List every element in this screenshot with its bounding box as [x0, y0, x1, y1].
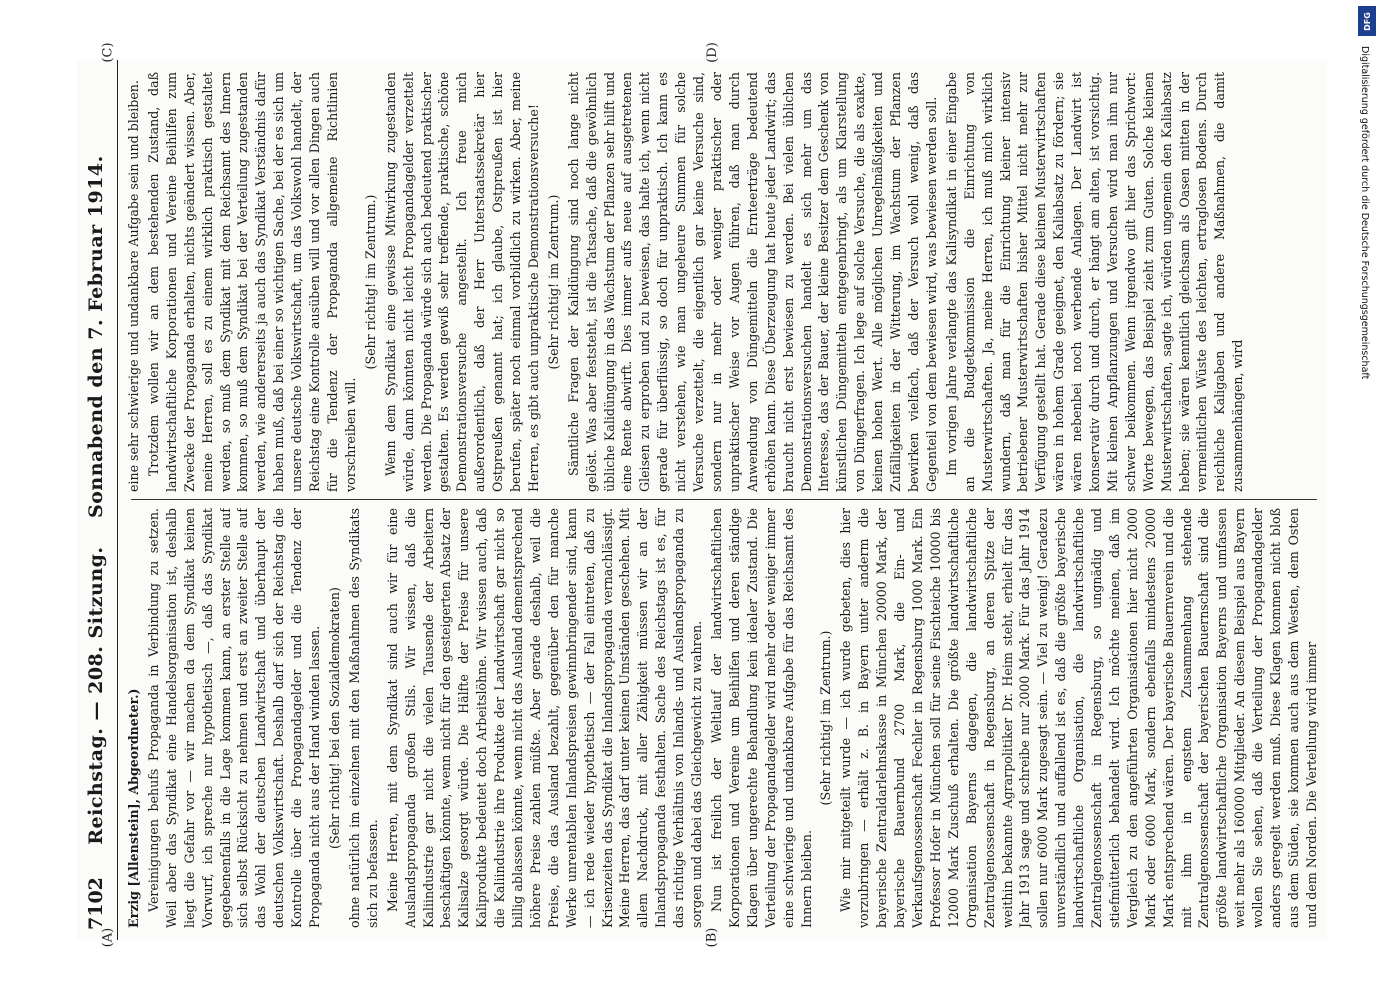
document-page: [77, 60, 1327, 940]
paragraph: Im vorigen Jahre verlangte das Kalisyndikat in einer Eingabe an die Budgetkommission die Einrichtung von Musterwirtschaften. Ja, meine Herren, ich muß mich wirklich wundern, daß man für die Einrichtung kleiner intensiv betriebener Musterwirtschaften bisher Mittel nicht mehr zur Verfügung gestellt hat. Gerade diese kleinen Musterwirtschaften wären in hohem Grade geeignet, den Kaliabsatz zu fördern; sie wären nebenbei noch werbende Anlagen. Der Landwirt ist konservativ durch und durch, er hängt am alten, ist vorsichtig. Mit kleinen Anpflanzungen und Versuchen wird man ihm nur schwer beikommen. Wenn irgendwo gilt hier das Sprichwort: Worte bewegen, das Beispiel zieht zum Guten. Solche kleinen Musterwirtschaften, sagte ich, würden ungemein den Kaliabsatz heben; sie wären kenntlich gleichsam als Oasen mitten in der vermeintlichen Wüste des leichten, ertraglosen Bodens. Durch reichliche Kaligaben und andere Maßnahmen, die damit zusammenhängen, wird: [943, 72, 1246, 492]
header-right-title: Sonnabend den 7. Februar 1914.: [85, 155, 107, 518]
speaker-line: Erzig [Allenstein], Abgeordneter.): [126, 688, 141, 928]
interjection: (Sehr richtig! im Zentrum.): [362, 194, 378, 370]
paragraph: eine sehr schwierige und undankbare Aufgabe sein und bleiben.: [126, 80, 141, 492]
paragraph: Wie mir mitgeteilt wurde — ich wurde gebeten, dies hier vorzubringen — erhält z. B. in Bayern unter anderm die bayerische Zentraldarlehnskasse in München 20000 Mark, der bayerische Bauernbund 2700 Mark, die Ein- und Verkaufsgenossenschaft Fechler in Regensburg 1000 Mark. Ein Professor Hofer in München soll für seine Fischteiche 10000 bis 12000 Mark Zuschuß erhalten. Die größte landwirtschaftliche Organisation Bayerns dagegen, die landwirtschaftliche Zentralgenossenschaft in Regensburg, an deren Spitze der weithin bekannte Agrarpolitiker Dr. Heim steht, erhielt für das Jahr 1913 sage und schreibe nur 2000 Mark. Für das Jahr 1914 sollen nur 6000 Mark zugesagt sein. — Viel zu wenig! Geradezu unverständlich und auffallend ist es, daß die größte bayerische landwirtschaftliche Organisation, die landwirtschaftliche Zentralgenossenschaft in Regensburg, so ungnädig und stiefmütterlich behandelt wird. Ich möchte meinen, daß im Vergleich zu den angeführten Organisationen hier nicht 2000 Mark oder 6000 Mark, sondern ebenfalls mindestens 20000 Mark entsprechend wären. Der bayerische Bauernverein und die mit ihm in engstem Zusammenhang stehende Zentralgenossenschaft der bayerischen Bauernschaft sind die größte landwirtschaftliche Organisation Bayerns und umfassen weit mehr als 160000 Mitglieder. An diesem Beispiel aus Bayern wollen Sie sehen, daß die Verteilung der Propagandagelder anders geregelt werden muß. Diese Klagen kommen nicht bloß aus dem Süden, sie kommen auch aus dem Westen, dem Osten und dem Norden. Die Verteilung wird immer: [838, 508, 1319, 928]
digitization-sidebar: [1357, 6, 1379, 994]
paragraph: Meine Herren, mit dem Syndikat sind auch wir für eine Auslandspropaganda großen Stils. Wir wissen, daß die Kaliindustrie gar nicht die vielen Tausende der Arbeitern beschäftigen könnte, wenn nicht für den gesteigerten Absatz der Kalisalze gesorgt würde. Die Hälfte der Preise für unsere Kaliprodukte bedeutet doch Arbeitslöhne. Wir wissen auch, daß die Kaliindustrie ihre Produkte der Landwirtschaft gar nicht so billig ablassen könnte, wenn nicht das Ausland dementsprechend höhere Preise zahlen müßte. Aber gerade deshalb, weil die Preise, die das Ausland bezahlt, gegenüber den für manche Werke unrentablen Inlandspreisen gewinnbringender sind, kann — ich rede wieder hypothetisch — der Fall eintreten, daß zu Krisenzeiten das Syndikat die Inlandspropaganda vernachlässigt. Meine Herren, das darf unter keinen Umständen geschehen. Mit allem Nachdruck, mit aller Zähigkeit müssen wir an der Inlandspropaganda festhalten. Sache des Reichstags ist es, für das richtige Verhältnis von Inlands- und Auslandspropaganda zu sorgen und dabei das Gleichgewicht zu wahren.: [384, 508, 705, 928]
column-divider: [131, 499, 1317, 500]
interjection: (Sehr richtig! im Zentrum.): [545, 194, 561, 370]
page-number: 7102: [85, 877, 107, 930]
paragraph: Sämtliche Fragen der Kalidüngung sind noch lange nicht gelöst. Was aber feststeht, ist die Tatsache, daß die gewöhnlich übliche Kalidüngung in das Wachstum der Pflanzen sehr hilft und eine Rente abwirft. Dies immer aufs neue auf ausgetretenen Gleisen zu erproben und zu beweisen, das halte ich, wenn nicht gerade für überflüssig, so doch für unpraktisch. Ich kann es nicht verstehen, wie man ungeheure Summen für solche Versuche verzettelt, die eigentlich gar keine Versuche sind, sondern nur in mehr oder weniger praktischer oder unpraktischer Weise vor Augen führen, daß man durch Anwendung von Düngemitteln die Ernteerträge bedeutend erhöhen kann. Diese Überzeugung hat heute jeder Landwirt; das braucht nicht erst bewiesen zu werden. Bei vielen üblichen Demonstrationsversuchen handelt es sich mehr um das Interesse, das der Bauer, der kleine Besitzer dem Geschenk von künstlichen Düngemitteln entgegenbringt, als um Klarstellung von Düngerfragen. Ich lege auf solche Versuche, die als exakte, keinen hohen Wert. Alle möglichen Unregelmäßigkeiten und Zufälligkeiten in der Witterung, im Wachstum der Pflanzen bewirken vielfach, daß der Versuch wohl wenig, daß das Gegenteil von dem bewiesen wird, was bewiesen werden soll.: [565, 72, 939, 492]
page-header: [77, 60, 118, 940]
paragraph: Vereinigungen behufs Propaganda in Verbindung zu setzen. Weil aber das Syndikat eine Handelsorganisation ist, deshalb liegt die Gefahr vor — wir machen da dem Syndikat keinen Vorwurf, ich spreche nur hypothetisch —, daß das Syndikat gegebenenfalls in die Lage kommen kann, an erster Stelle auf sich selbst Rücksicht zu nehmen und erst an zweiter Stelle auf das Wohl der deutschen Landwirtschaft und überhaupt der deutschen Volkswirtschaft. Deshalb darf sich der Reichstag die Kontrolle über die Propagandagelder und die Tendenz der Propaganda nicht aus der Hand winden lassen.: [145, 508, 323, 928]
paragraph: Nun ist freilich der Weltlauf der landwirtschaftlichen Korporationen und Vereine um Beihilfen und deren ständige Klagen über ungerechte Behandlung kein idealer Zustand. Die Verteilung der Propagandagelder wird mehr oder weniger immer eine schwierige und undankbare Aufgabe für das Reichsamt des Innern bleiben.: [709, 508, 814, 928]
right-column: [125, 72, 1327, 492]
margin-letter-c: (C): [100, 42, 116, 63]
left-column: [125, 508, 1327, 928]
margin-letter-a: (A): [100, 927, 116, 948]
paragraph: Trotzdem wollen wir an dem bestehenden Zustand, daß landwirtschaftliche Korporationen und Vereine Beihilfen zum Zwecke der Propaganda erhalten, nichts geändert wissen. Aber, meine Herren, soll es zu einem wirklich praktisch gestaltet werden, so muß dem Syndikat mit dem Reichsamt des Innern kommen, so muß dem Syndikat bei der Verteilung zugestanden werden, wie andererseits ja auch das Syndikat Verständnis dafür haben muß, daß bei einer so wichtigen Sache, bei der es sich um unsere deutsche Volkswirtschaft, um das Volkswohl handelt, der Reichstag eine Kontrolle ausüben will und vor allen Dingen auch für die Tendenz der Propaganda allgemeine Richtlinien vorschreiben will.: [145, 72, 358, 492]
interjection: (Sehr richtig! bei den Sozialdemokraten): [326, 587, 342, 849]
text-columns: [125, 60, 1327, 940]
margin-letter-d: (D): [704, 42, 720, 63]
digitization-credit: Digitalisierung gefördert durch die Deutsche Forschungsgemeinschaft: [1359, 46, 1370, 380]
margin-letter-b: (B): [704, 927, 720, 948]
header-left-title: Reichstag. — 208. Sitzung.: [85, 546, 107, 845]
paragraph: Wenn dem Syndikat eine gewisse Mitwirkung zugestanden würde, dann könnten nicht leicht Propagandagelder verzettelt werden. Die Propaganda würde sich auch bedeutend praktischer gestalten. Es werden gewiß sehr treffende, praktische, schöne Demonstrationsversuche angestellt. Ich freue mich außerordentlich, daß der Herr Unterstaatssekretär hier Ostpreußen genannt hat; ich glaube, Ostpreußen ist hier berufen, später noch einmal vorbildlich zu wirken. Aber, meine Herren, es gibt auch unpraktische Demonstrationsversuche!: [382, 72, 541, 492]
interjection: (Sehr richtig! im Zentrum.): [818, 630, 834, 806]
dfg-logo-icon: DFG: [1358, 6, 1376, 36]
paragraph: ohne natürlich im einzelnen mit den Maßnahmen des Syndikats sich zu befassen.: [346, 508, 380, 928]
page-title: [85, 60, 107, 940]
